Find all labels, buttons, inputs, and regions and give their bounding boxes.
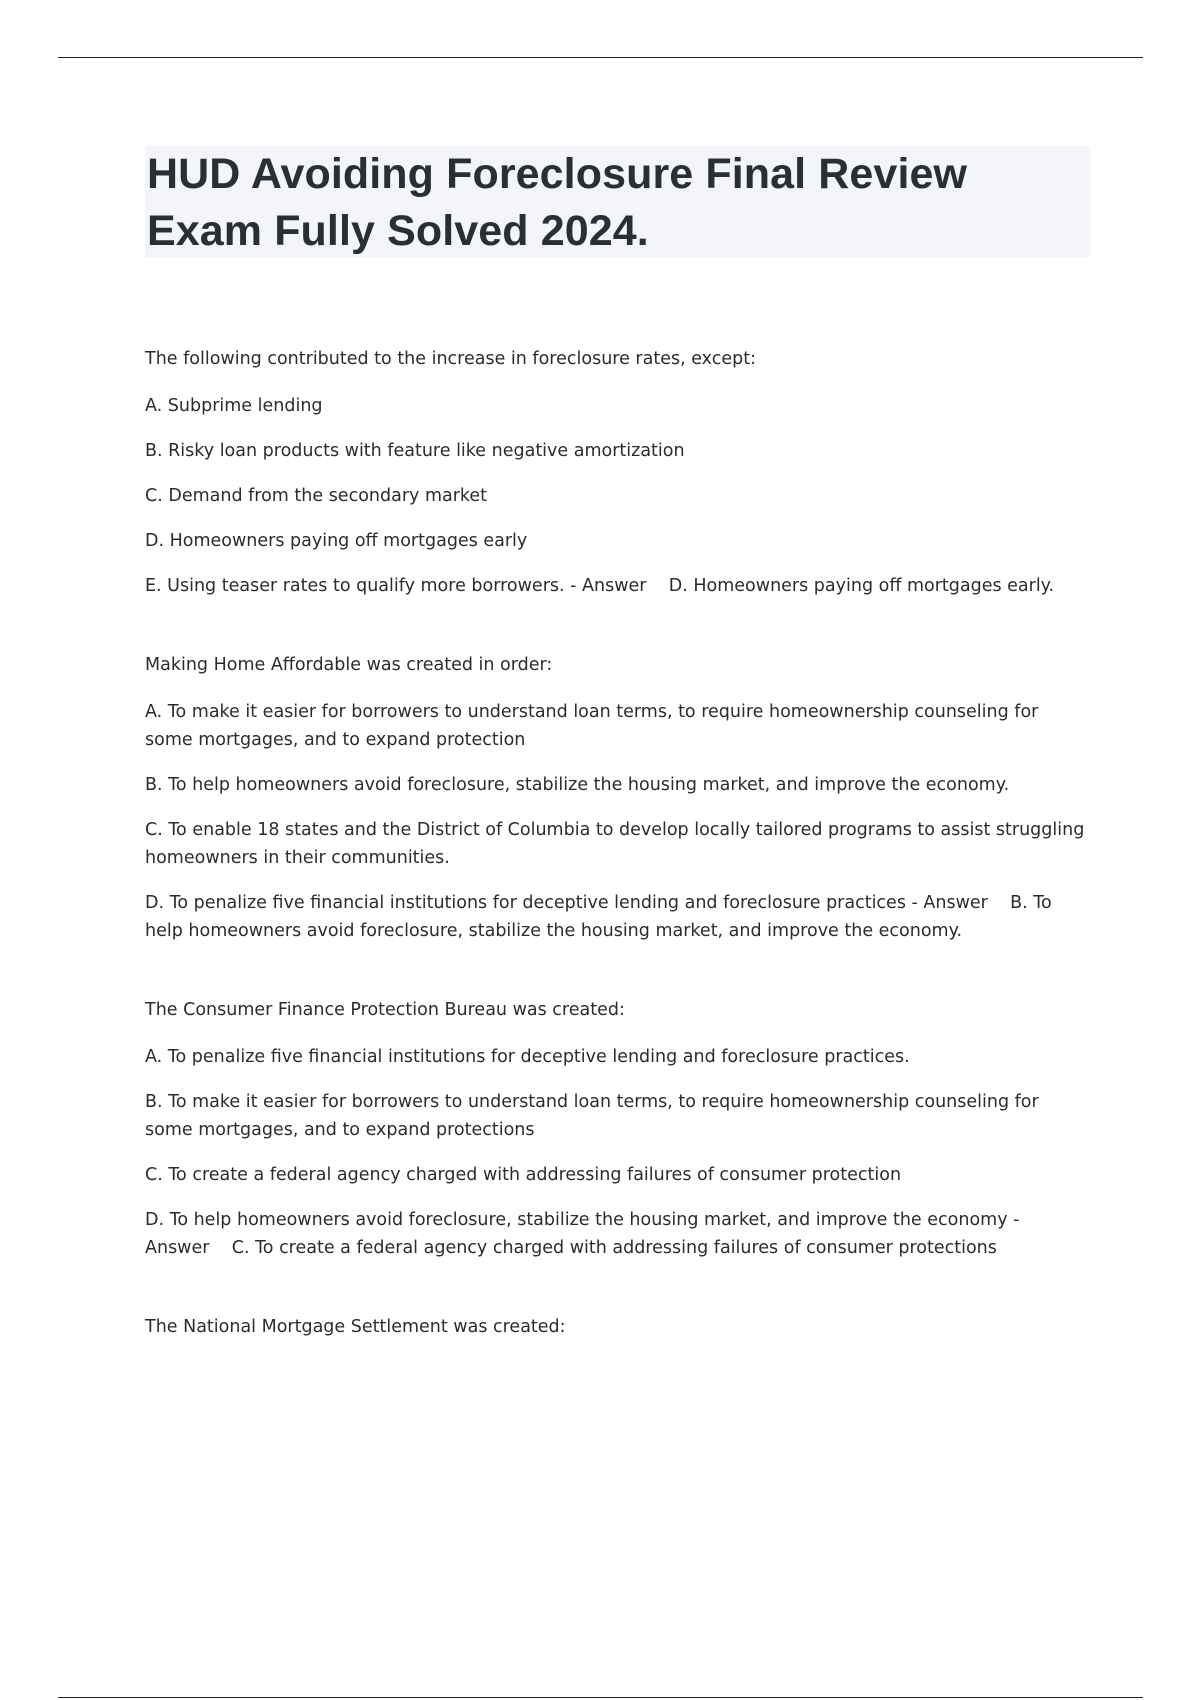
answer-label: Answer xyxy=(923,893,988,913)
answer-option: B. To help homeowners avoid foreclosure, stabilize the housing market, and improve the economy. xyxy=(145,775,1010,795)
option-text: D. To help homeowners avoid foreclosure, stabilize the housing market, and improve the economy xyxy=(145,1210,1008,1230)
answer-option: A. To penalize five financial institutions for deceptive lending and foreclosure practices. xyxy=(145,1047,910,1067)
top-divider xyxy=(58,57,1143,58)
question-block xyxy=(145,1313,1085,1341)
answer-label: Answer xyxy=(145,1238,210,1258)
question-prompt: The following contributed to the increase in foreclosure rates, except: xyxy=(145,349,756,369)
question-block xyxy=(145,996,1085,1262)
answer-option: C. To enable 18 states and the District of Columbia to develop locally tailored programs to assist struggling homeowners in their communities. xyxy=(145,820,1085,868)
answer-option-with-answer: D. To penalize five financial institutions for deceptive lending and foreclosure practices - Answer B. To help homeowners avoid foreclosure, stabilize the housing market, and improve the economy. xyxy=(145,893,1058,941)
answer-label: Answer xyxy=(582,576,647,596)
answer-option: B. Risky loan products with feature like negative amortization xyxy=(145,441,685,461)
answer-option: C. Demand from the secondary market xyxy=(145,486,488,506)
option-text: E. Using teaser rates to qualify more borrowers. xyxy=(145,576,565,596)
answer-option: A. To make it easier for borrowers to understand loan terms, to require homeownership counseling for some mortgages, and to expand protection xyxy=(145,702,1039,750)
answer-option-with-answer: D. To help homeowners avoid foreclosure, stabilize the housing market, and improve the economy - Answer C. To create a federal agency charged with addressing failures of consumer protections xyxy=(145,1210,1026,1258)
question-prompt: The National Mortgage Settlement was created: xyxy=(145,1317,566,1337)
answer-option: D. Homeowners paying off mortgages early xyxy=(145,531,528,551)
question-prompt: Making Home Affordable was created in order: xyxy=(145,655,553,675)
answer-option: C. To create a federal agency charged with addressing failures of consumer protection xyxy=(145,1165,902,1185)
answer-option: A. Subprime lending xyxy=(145,396,323,416)
correct-answer: B. To help homeowners avoid foreclosure, stabilize the housing market, and improve the economy. xyxy=(145,893,1058,941)
document-title: HUD Avoiding Foreclosure Final Review Exam Fully Solved 2024. xyxy=(147,150,968,255)
answer-option-with-answer: E. Using teaser rates to qualify more borrowers. - Answer D. Homeowners paying off mortgages early. xyxy=(145,576,1055,596)
document-body xyxy=(145,345,1085,1392)
option-text: D. To penalize five financial institutions for deceptive lending and foreclosure practices xyxy=(145,893,906,913)
question-prompt: The Consumer Finance Protection Bureau was created: xyxy=(145,1000,625,1020)
correct-answer: D. Homeowners paying off mortgages early. xyxy=(668,576,1055,596)
question-block xyxy=(145,345,1085,600)
correct-answer: C. To create a federal agency charged with addressing failures of consumer protections xyxy=(231,1238,997,1258)
bottom-divider xyxy=(58,1697,1143,1698)
question-block xyxy=(145,651,1085,945)
answer-option: B. To make it easier for borrowers to understand loan terms, to require homeownership counseling for some mortgages, and to expand protections xyxy=(145,1092,1039,1140)
